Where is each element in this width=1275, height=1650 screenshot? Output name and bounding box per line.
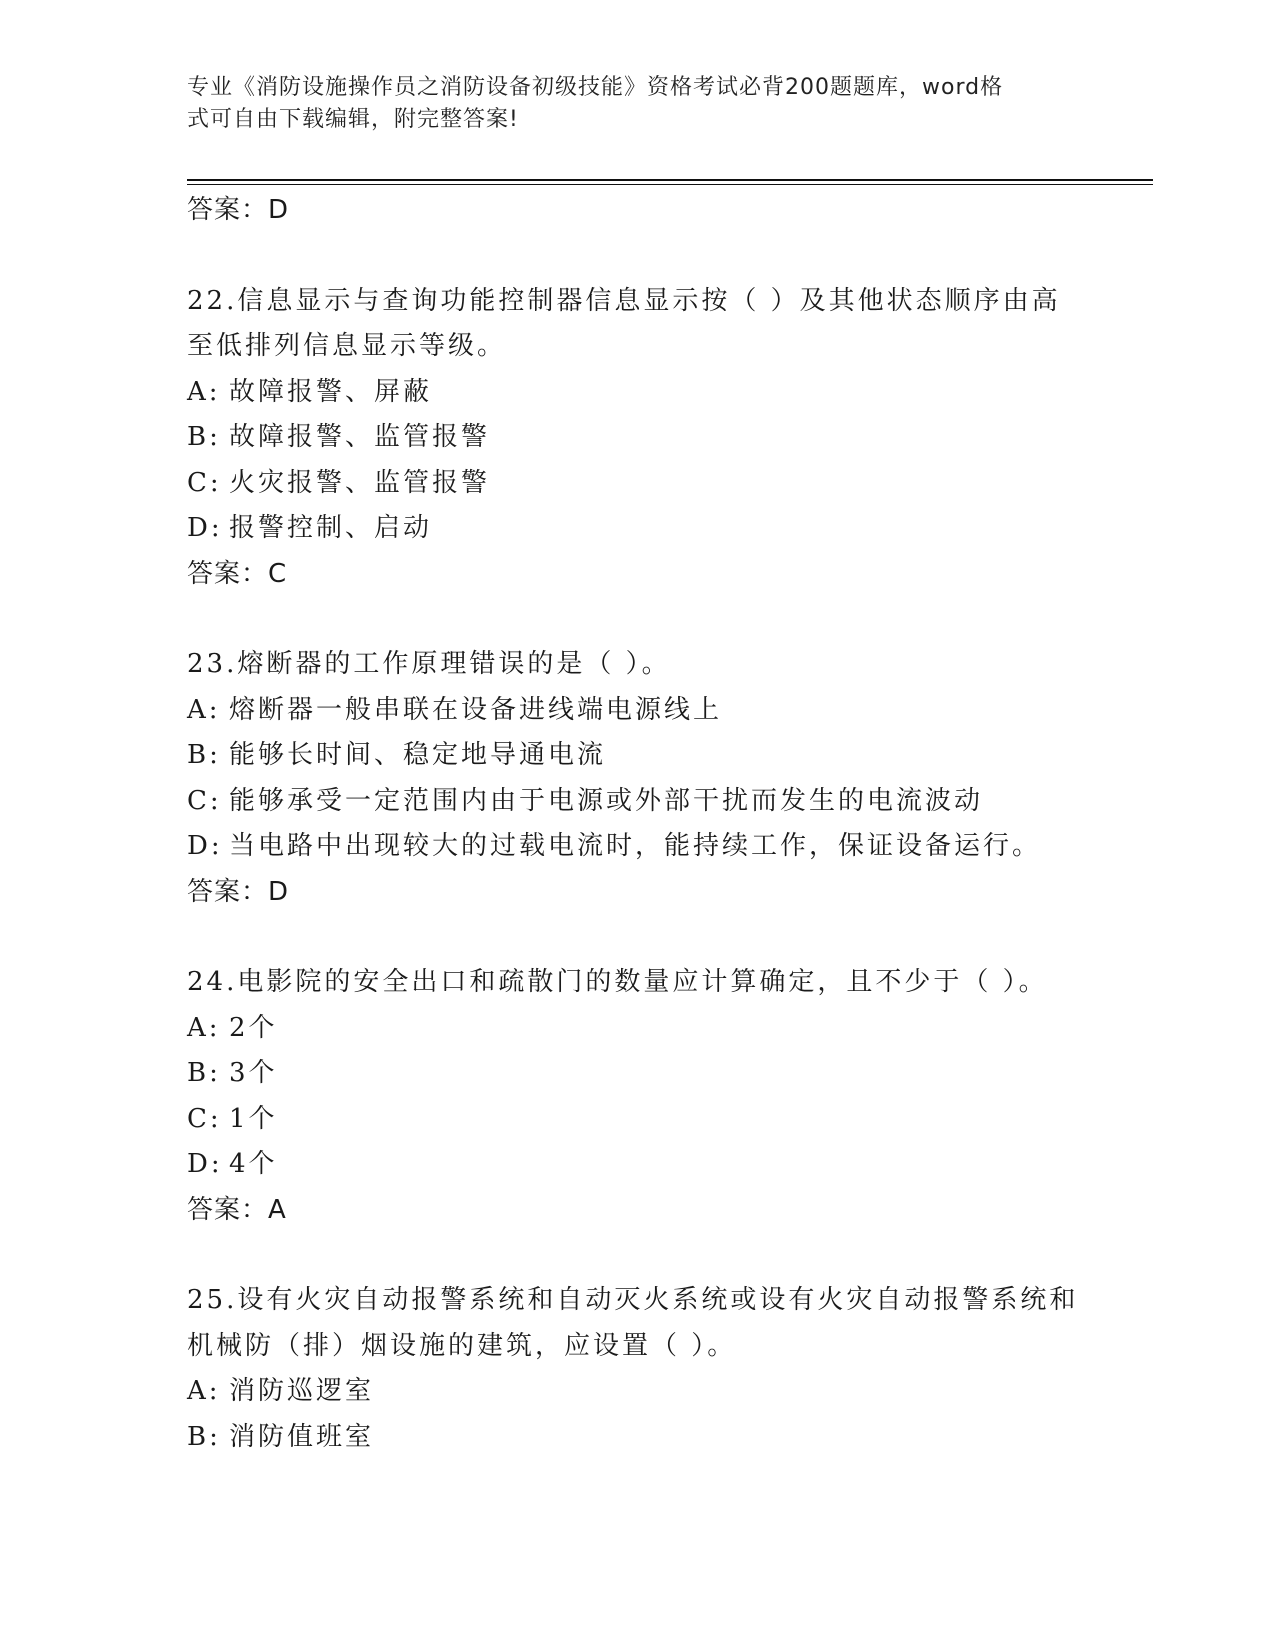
question-23 [187,642,1087,915]
option-c [187,461,1087,507]
option-key: C: [187,1103,222,1134]
option-c [187,1097,1087,1143]
option-text: 故障报警、监管报警 [229,422,491,452]
previous-answer: 答案：D [187,195,290,225]
option-d [187,1142,1087,1188]
option-text: 报警控制、启动 [229,513,433,543]
option-key: B: [187,1058,221,1088]
option-text: 熔断器一般串联在设备进线端电源线上 [229,694,723,725]
answer: 答案：A [187,1194,287,1225]
option-text: 4个 [229,1149,278,1179]
question-22 [187,279,1087,598]
option-key: A: [187,1012,221,1043]
option-key: B: [187,740,221,770]
option-text: 2个 [229,1012,278,1043]
spacer [187,597,1087,642]
spacer [187,234,1087,279]
answer: 答案：C [187,558,288,589]
option-b [187,1415,1087,1461]
question-list [187,188,1087,1460]
question-stem: 25.设有火灾自动报警系统和自动灭火系统或设有火灾自动报警系统和 [187,1285,1079,1315]
option-key: A: [187,1376,221,1406]
option-key: D: [187,513,223,543]
question-24 [187,960,1087,1233]
question-stem-continued: 至低排列信息显示等级。 [187,331,507,361]
question-stem: 24.电影院的安全出口和疏散门的数量应计算确定，且不少于（ ）。 [187,967,1048,997]
question-stem: 22.信息显示与查询功能控制器信息显示按（ ）及其他状态顺序由高 [187,285,1061,316]
option-c [187,779,1087,825]
option-b [187,415,1087,461]
option-key: A: [187,694,221,725]
document-header [187,72,1067,136]
option-key: C: [187,785,222,816]
option-key: D: [187,831,223,861]
option-d [187,824,1087,870]
spacer [187,1233,1087,1278]
header-divider-thin [187,184,1153,185]
option-a [187,1369,1087,1415]
option-b [187,733,1087,779]
header-line-2: 式可自由下载编辑，附完整答案! [187,107,519,132]
option-key: A: [187,376,221,407]
option-a [187,1006,1087,1052]
option-key: D: [187,1149,223,1179]
option-d [187,506,1087,552]
option-text: 故障报警、屏蔽 [229,376,433,407]
option-text: 当电路中出现较大的过载电流时，能持续工作，保证设备运行。 [229,831,1042,861]
option-b [187,1051,1087,1097]
option-text: 能够长时间、稳定地导通电流 [229,740,607,770]
question-stem: 23.熔断器的工作原理错误的是（ ）。 [187,649,671,679]
option-text: 消防巡逻室 [229,1376,375,1406]
option-key: B: [187,422,221,452]
option-a [187,370,1087,416]
option-text: 消防值班室 [229,1421,375,1452]
option-text: 3个 [229,1058,278,1088]
header-divider-thick [187,179,1153,181]
option-text: 火灾报警、监管报警 [229,467,491,498]
question-stem-continued: 机械防（排）烟设施的建筑，应设置（ ）。 [187,1330,737,1361]
option-a [187,688,1087,734]
option-text: 能够承受一定范围内由于电源或外部干扰而发生的电流波动 [229,785,984,816]
question-25 [187,1278,1087,1460]
header-line-1: 专业《消防设施操作员之消防设备初级技能》资格考试必背200题题库，word格 [187,75,1004,100]
answer: 答案：D [187,876,290,907]
spacer [187,915,1087,960]
option-text: 1个 [229,1103,278,1134]
option-key: B: [187,1421,221,1452]
option-key: C: [187,467,222,498]
